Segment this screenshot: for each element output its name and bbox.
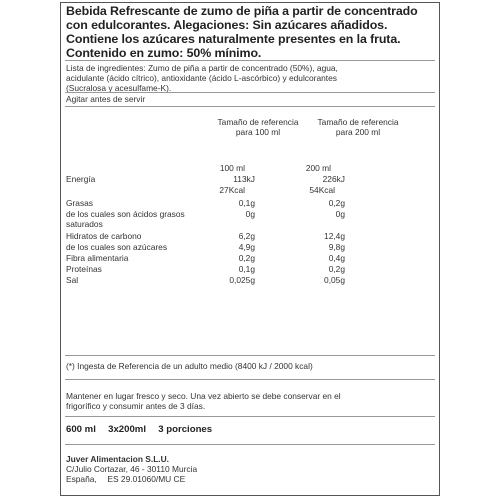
sugar-100: 4,9g xyxy=(238,242,255,252)
salt-200: 0,05g xyxy=(324,275,345,285)
divider xyxy=(65,60,435,61)
column-header-line: para 100 ml xyxy=(235,127,281,137)
salt-100: 0,025g xyxy=(229,275,255,285)
fiber-row xyxy=(66,253,381,263)
storage-line: Mantener en lugar fresco y seco. Una vez abierto se debe conservar en el xyxy=(66,391,341,401)
storage-line: frigorífico y consumir antes de 3 días. xyxy=(66,401,206,411)
divider xyxy=(65,92,435,93)
serving-100: 100 ml xyxy=(219,163,245,173)
energy-kcal-200: 54Kcal xyxy=(309,185,335,195)
salt-row xyxy=(66,275,381,285)
protein-100: 0,1g xyxy=(238,264,255,274)
company-address: C/Julio Cortazar, 46 - 30110 Murcia xyxy=(66,464,198,474)
ingredients-line: acidulante (ácido cítrico), antioxidante (ácido L-ascórbico) y edulcorantes xyxy=(66,73,337,83)
saturated-fat-row xyxy=(66,209,381,219)
divider xyxy=(65,379,435,380)
divider xyxy=(65,444,435,445)
heading-line: Contiene los azúcares naturalmente presentes en la fruta. xyxy=(66,32,401,46)
carbohydrate-row xyxy=(66,231,381,241)
energy-kcal-100: 27Kcal xyxy=(219,185,245,195)
carbohydrate-200: 12,4g xyxy=(324,231,345,241)
company-info xyxy=(66,454,436,484)
fat-100: 0,1g xyxy=(238,198,255,208)
carbohydrate-100: 6,2g xyxy=(238,231,255,241)
salt-label: Sal xyxy=(66,275,79,285)
saturated-fat-200: 0g xyxy=(335,209,345,219)
fat-row xyxy=(66,198,381,208)
ingredients-list xyxy=(66,63,436,93)
divider xyxy=(65,416,435,417)
sugar-200: 9,8g xyxy=(328,242,345,252)
reference-intake-footnote: (*) Ingesta de Referencia de un adulto medio (8400 kJ / 2000 kcal) xyxy=(66,361,313,371)
fiber-label: Fibra alimentaria xyxy=(66,253,129,263)
protein-label: Proteínas xyxy=(66,264,102,274)
ingredients-line: (Sucralosa y acesulfame-K). xyxy=(66,83,172,93)
shake-instruction: Agitar antes de servir xyxy=(66,94,146,104)
energy-kj-200: 226kJ xyxy=(322,174,345,184)
heading-line: con edulcorantes. Alegaciones: Sin azúcares añadidos. xyxy=(66,18,388,32)
saturated-fat-label: de los cuales son ácidos grasos xyxy=(66,209,185,219)
divider xyxy=(65,355,435,356)
carbohydrate-label: Hidratos de carbono xyxy=(66,231,142,241)
column-header-200ml xyxy=(298,117,418,137)
sugar-row xyxy=(66,242,381,252)
ingredients-line: Lista de ingredientes: Zumo de piña a partir de concentrado (50%), agua, xyxy=(66,63,338,73)
fat-label: Grasas xyxy=(66,198,93,208)
heading-line: Bebida Refrescante de zumo de piña a partir de concentrado xyxy=(66,4,418,18)
energy-label: Energía xyxy=(66,174,96,184)
saturated-fat-label-cont: saturados xyxy=(66,219,103,229)
company-registration: España, ES 29.01060/MU CE xyxy=(66,474,186,484)
product-description-heading xyxy=(66,4,436,60)
column-header-line: Tamaño de referencia xyxy=(317,117,399,127)
energy-kcal-row xyxy=(66,185,381,195)
energy-kj-row xyxy=(66,174,381,184)
sugar-label: de los cuales son azúcares xyxy=(66,242,168,252)
protein-200: 0,2g xyxy=(328,264,345,274)
fat-200: 0,2g xyxy=(328,198,345,208)
fiber-200: 0,4g xyxy=(328,253,345,263)
serving-200: 200 ml xyxy=(305,163,331,173)
energy-kj-100: 113kJ xyxy=(233,174,255,184)
company-name: Juver Alimentacion S.L.U. xyxy=(66,454,170,464)
net-content: 600 ml 3x200ml 3 porciones xyxy=(66,424,213,435)
product-label xyxy=(60,2,440,496)
serving-size-row xyxy=(66,163,381,173)
saturated-fat-row-cont xyxy=(66,219,381,229)
column-header-line: para 200 ml xyxy=(335,127,381,137)
fiber-100: 0,2g xyxy=(238,253,255,263)
column-header-line: Tamaño de referencia xyxy=(217,117,299,127)
protein-row xyxy=(66,264,381,274)
saturated-fat-100: 0g xyxy=(245,209,255,219)
heading-line: Contenido en zumo: 50% mínimo. xyxy=(66,46,262,60)
storage-instructions xyxy=(66,391,436,411)
divider xyxy=(65,106,435,107)
